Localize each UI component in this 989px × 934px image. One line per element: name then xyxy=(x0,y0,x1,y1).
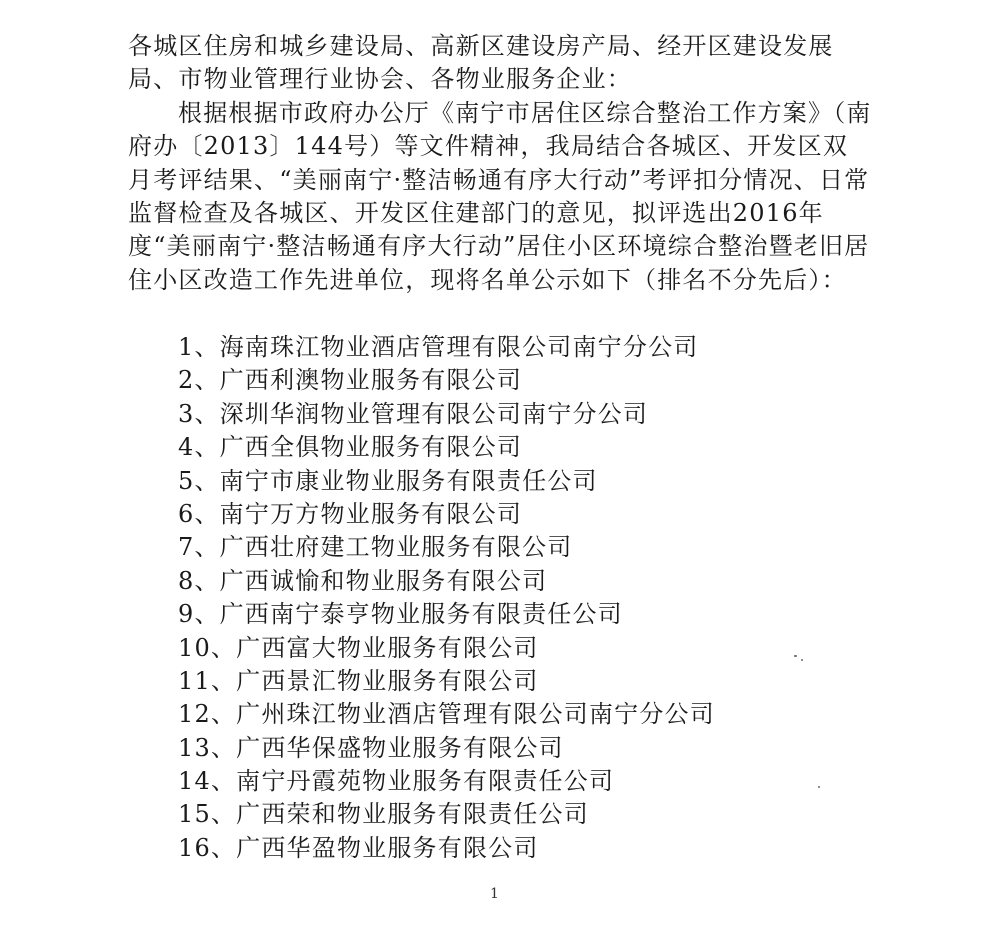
list-item: 5、南宁市康业物业服务有限责任公司 xyxy=(178,466,598,495)
list-item: 6、南宁万方物业服务有限公司 xyxy=(178,499,523,528)
list-item: 1、海南珠江物业酒店管理有限公司南宁分公司 xyxy=(178,333,699,361)
list-item: 8、广西诚愉和物业服务有限公司 xyxy=(178,566,548,595)
list-item: 10、广西富大物业服务有限公司 xyxy=(178,633,539,662)
award-list xyxy=(178,331,715,865)
list-item: 2、广西利澳物业服务有限公司 xyxy=(178,366,523,395)
list-item: 4、广西全俱物业服务有限公司 xyxy=(178,433,523,462)
list-item: 16、广西华盈物业服务有限公司 xyxy=(178,833,539,862)
body-paragraph: 根据根据市政府办公厅《南宁市居住区综合整治工作方案》（南府办〔2013〕144号）等文件精神，我局结合各城区、开发区双月考评结果、“美丽南宁·整洁畅通有序大行动”考评扣分情况、日常监督检查及各城区、开发区住建部门的意见，拟评选出2016年度“美丽南宁·整洁畅通有序大行动”居住小区环境综合整治暨老旧居住小区改造工作先进单位，现将名单公示如下（排名不分先后）： xyxy=(128,98,872,294)
list-item: 12、广州珠江物业酒店管理有限公司南宁分公司 xyxy=(178,700,715,729)
list-item: 3、深圳华润物业管理有限公司南宁分公司 xyxy=(178,399,649,428)
list-item: 11、广西景汇物业服务有限公司 xyxy=(178,666,539,695)
list-item: 9、广西南宁泰亨物业服务有限责任公司 xyxy=(178,600,623,629)
scan-speck xyxy=(794,655,797,657)
list-item: 7、广西壮府建工物业服务有限公司 xyxy=(178,533,573,562)
list-item: 14、南宁丹霞苑物业服务有限责任公司 xyxy=(178,767,615,796)
list-item: 13、广西华保盛物业服务有限公司 xyxy=(178,733,564,762)
scan-speck xyxy=(818,786,820,788)
list-item: 15、广西荣和物业服务有限责任公司 xyxy=(178,800,589,829)
addressee-paragraph: 各城区住房和城乡建设局、高新区建设房产局、经开区建设发展局、市物业管理行业协会、各物业服务企业： xyxy=(128,32,834,94)
page-number: 1 xyxy=(490,886,499,902)
scan-speck xyxy=(801,659,803,661)
